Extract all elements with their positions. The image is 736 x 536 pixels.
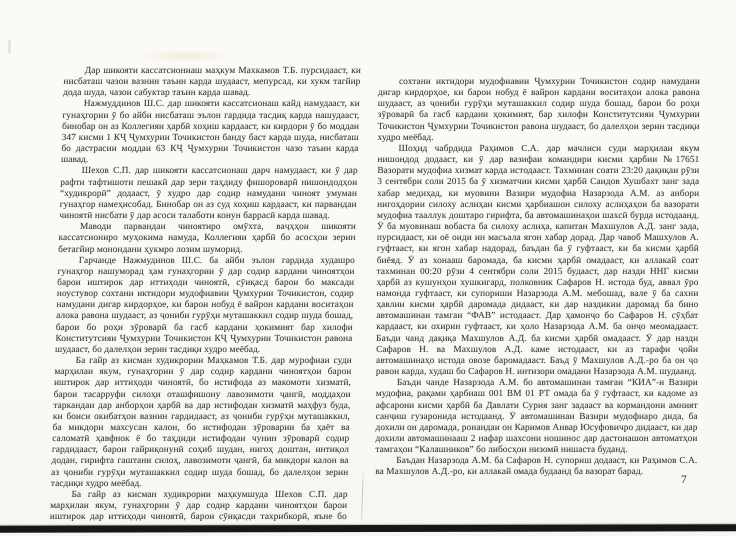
scan-edge-artifact <box>0 524 736 533</box>
paragraph: Шоҳид чабрдида Раҳимов С.А. дар мачлиси суди марҳилаи якум нишондод додааст, ки ӯ дар вазифаи командири кисми ҳарбии №17651 Вазорати мудофиа хизмат карда истодааст. Тахминан соати 23:20 дақиқаи рӯзи 3 сентябри соли 2015 ба ӯ хизматчии кисми ҳарбӣ Саидов Хушбахт занг зада хабар медиҳад, ки муовини Вазири мудофиа Назарзода А.М. аз анбори нигоҳдории силоху аслиҳаи кисми ҳарбиашон силоху аслиҳаҳои ба вазорати мудофиа тааллук доштаро гирифта, ба автомашинаҳои шахсӣ бурда истодаанд. Ӯ ба муовинаш вобаста ба силоху аслиҳа, капитан Махшулов А.Д. занг зада, пурсидааст, ки оё оиди ин масъала ягон хабар дорад. Дар чавоб Машхулов А. гуфтааст, ки ягон хабар надорад, баъдан ба ӯ гуфтааст, ки ба кисми ҳарбӣ биёяд. Ӯ аз хонааш баромада, ба кисми ҳарбӣ омадааст, ки аллакай соат тахминан 00:20 рӯзи 4 сентябри соли 2015 будааст, дар назди ННГ кисми ҳарбӣ аз кушунҳои хушкигард, полковник Сафаров Н. истода буд, аввал ӯро намонда гуфтааст, ки супориши Назарзода А.М. мебошад, вале ӯ ба сахни ҳавлии кисми ҳарбӣ даромада дидааст, ки дар наздикии даромад ба бино автомашинаи тамгаи “ФАВ” истодааст. Дар ҳамонҷо бо Сафаров Н. сӯҳбат кардааст, ки охирин гуфтааст, ки ҳоло Назарзода А.М. ба онҷо меомадааст. Баъди чанд дақиқа Махшулов А.Д. ба кисми ҳарбӣ омадааст. Ӯ дар назди Сафаров Н. ва Махшулов А.Д. каме истодааст, ки аз тарафи ҷойи автомашинаҳо истода овозе баромадааст. Баъд ӯ Махшулов А.Д.-ро ба он ҷо равон карда, худаш бо Сафаров Н. интизори омадани Назарзода А.М. шудаанд. <box>375 143 700 378</box>
paragraph: Маводи парвандаи чиноятиро омӯхта, ваҷҳҳои шикояти кассатсиониро муҳокима намуда, Коллегияи ҳарбӣ бо асосҳои зерин бетагйир монондани ҳукмро лозим шуморид. <box>58 222 357 255</box>
paragraph: Ба гайр аз кисман худикрории Маҳкамов Т.Б. дар мурофиаи суди марҳилаи якум, гунаҳгории ӯ дар содир кардани чиноятҳои барои иштирок дар иттиҳоди чиноятӣ, бо истифода аз макомоти хизматӣ, барои тасарруфи силоҳи оташфишону лавозимоти ҷангӣ, моддаҳои таркандаи дар анборҳои ҳарбӣ ва дар истифодаи хизматӣ маҳфуз буда, ки боиси окибатҳои вазнин гардидааст, аз ҷониби гурӯҳи муташаккил, ба микдори махсусан калон, бо истифодаи зӯроварии ба ҳаёт ва саломатӣ ҳавфнок ё бо таҳдиди истифодаи чунин зӯроварӣ содир гардидааст, барои гайриқонунӣ соҳиб шудан, нигоҳ доштан, интиқол додан, гирифта гаштани силоҳ, лавозимоти ҷангӣ, ба микдори калон ва аз ҷониби гурӯҳи муташаккил содир шуда бошад, бо далелҳои зерин тасдиқи худро меёбад. <box>50 356 352 489</box>
paragraph: сохтани иктидори мудофиавии Ҷумхурии Точикистон содир намудани дигар кирдорҳое, ки барои нобуд ё вайрон кардани воситаҳои алока равона шудааст, аз ҷониби гурӯҳи муташаккил содир шуда бошад, барои бо роҳи зӯроварӣ ба гасб кардани ҳокимият, бар хилофи Конститутсияи Ҷумхурии Точикистон Ҷумхурии Точикистон равона шудааст, бо далелҳои зерин тасдиқи худро меёбад. <box>377 77 700 143</box>
paragraph: Баъди чанде Назарзода А.М. бо автомашинаи тамғаи “КИА”-и Вазири мудофиа, рақами ҳарбиаш 001 ВМ 01 РТ омада ба ӯ гуфтааст, ки кадоме аз афсарони кисми ҳарбӣ ба Давлати Сурия занг задааст ва кормандони амният санҷиш гузаронида истодаанд. Ӯ автомашинаи Вазири мудофиаро дида, ба дохили он даромада, ронандаи он Каримов Анвар Юсуфовичро дидааст, ки дар дохили автомашинааш 2 нафар шахсони ношинос дар дастонашон автоматҳои тамгаҳои “Калашников” бо либосҳои низомӣ нишаста буданд. <box>375 378 698 456</box>
scan-speck-artifact <box>8 40 11 54</box>
paragraph: Гарчанде Нажмудинов Ш.С. ба айби эълон гардида худашро гунаҳгор нашуморад ҳам гунаҳгории ӯ дар содир кардани чиноятҳои барои иштирок дар иттиҳоди чиноятӣ, сӯиқасд барои бо максади ноустувор сохтани иктидори мудофиавии Ҷумхурии Точикистон, содир намудани дигар кирдорҳое, ки барои нобуд ё вайрон кардани воситаҳои алока равона шудааст, аз ҷониби гурӯҳи муташаккил содир шуда бошад, барои бо роҳи зӯроварӣ ба гасб кардани ҳокимият бар хилофи Конститутсияи Ҷумхурии Точикистон КҶ Ҷумхурии Точикистон равона шудааст, бо далелҳои зерин тасдиқи худро меёбад. <box>54 255 356 355</box>
text-column-left <box>49 66 361 535</box>
page-number: 7 <box>681 474 687 486</box>
paragraph: Ба гайр аз кисман худикрории маҳкумшуда Шехов С.П. дар марҳилаи якум, гунаҳгории ӯ дар содир кардани чиноятҳои барои иштирок дар иттиҳоди чиноятӣ, барои сӯиқасди тахрибкорӣ, яъне бо <box>49 489 348 523</box>
page-fold-line <box>361 468 364 520</box>
paragraph: Дар шикояти кассатсиониаш маҳкум Махкамов Т.Б. пурсидааст, ки нисбаташ чазои вазнин таъин карда шудааст, мепурсад, ки хукм тагйир дода шуда, чазои сабуктар таъин карда шавад. <box>62 66 362 99</box>
paragraph: Баъдан Назарзода А.М. ба Сафаров Н. супориш додааст, ки Раҳимов С.А. ва Махшулов А.Д.-ро, ки аллакай омада будаанд ба вазорат барад. <box>375 456 698 478</box>
paragraph: Шехов С.П. дар шикояти кассатсионаш дарч намудааст, ки ӯ дар рафти тафтишоти пешакӣ дар зери таҳдиду фишороварӣ нишондодҳои “худикрорӣ” додааст, ӯ худро дар содир намудани чиноят умуман гунаҳгор намеҳисобад. Бинобар он аз суд хоҳиш кардааст, ки парвандаи чиноятӣ нисбати ӯ дар асоси талаботи конун баррасӣ карда шавад. <box>59 166 358 222</box>
paragraph: Нажмуддинов Ш.С. дар шикояти кассатсионаш кайд намудааст, ки гунаҳгории ӯ бо айби нисбаташ эълон гардида тасдиқ карда нашудааст, бинобар он аз Коллегияи ҳарбӣ хоҳиш кардааст, ки кирдори ӯ бо моддаи 347 кисми 1 КҶ Ҷумхурии Точикистон банду баст карда шуда, нисбаташ бо дастрасии моддаи 63 КҶ Ҷумхурии Точикистон чазо таъин карда шавад. <box>60 99 360 166</box>
text-column-right <box>375 77 700 479</box>
scan-smudge-artifact <box>138 50 234 62</box>
